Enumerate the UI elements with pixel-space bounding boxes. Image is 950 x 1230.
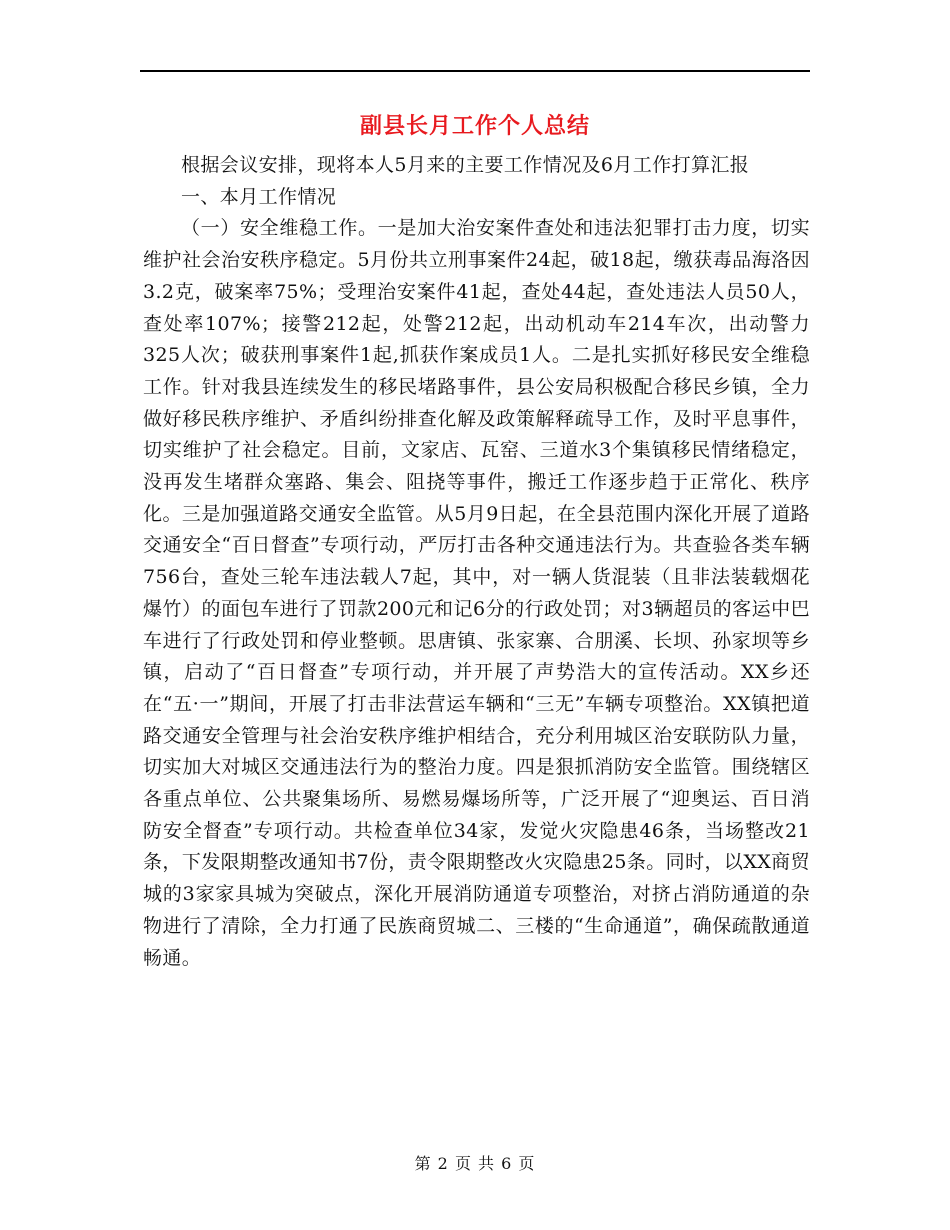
document-body: [143, 150, 810, 974]
document-title: 副县长月工作个人总结: [359, 113, 590, 139]
body-paragraph: （一）安全维稳工作。一是加大治安案件查处和违法犯罪打击力度，切实维护社会治安秩序稳定。5月份共立刑事案件24起，破18起，缴获毒品海洛因3.2克，破案率75%；受理治安案件41起，查处44起，查处违法人员50人，查处率107%；接警212起，处警212起，出动机动车214车次，出动警力325人次；破获刑事案件1起,抓获作案成员1人。二是扎实抓好移民安全维稳工作。针对我县连续发生的移民堵路事件，县公安局积极配合移民乡镇，全力做好移民秩序维护、矛盾纠纷排查化解及政策解释疏导工作，及时平息事件，切实维护了社会稳定。目前，文家店、瓦窑、三道水3个集镇移民情绪稳定，没再发生堵群众塞路、集会、阻挠等事件，搬迁工作逐步趋于正常化、秩序化。三是加强道路交通安全监管。从5月9日起，在全县范围内深化开展了道路交通安全“百日督查”专项行动，严厉打击各种交通违法行为。共查验各类车辆756台，查处三轮车违法载人7起，其中，对一辆人货混装（且非法装载烟花爆竹）的面包车进行了罚款200元和记6分的行政处罚；对3辆超员的客运中巴车进行了行政处罚和停业整顿。思唐镇、张家寨、合朋溪、长坝、孙家坝等乡镇，启动了“百日督查”专项行动，并开展了声势浩大的宣传活动。XX乡还在“五·一”期间，开展了打击非法营运车辆和“三无”车辆专项整治。XX镇把道路交通安全管理与社会治安秩序维护相结合，充分利用城区治安联防队力量，切实加大对城区交通违法行为的整治力度。四是狠抓消防安全监管。围绕辖区各重点单位、公共聚集场所、易燃易爆场所等，广泛开展了“迎奥运、百日消防安全督查”专项行动。共检查单位34家，发觉火灾隐患46条，当场整改21条，下发限期整改通知书7份，责令限期整改火灾隐患25条。同时，以XX商贸城的3家家具城为突破点，深化开展消防通道专项整治，对挤占消防通道的杂物进行了清除，全力打通了民族商贸城二、三楼的“生命通道”，确保疏散通道畅通。: [143, 217, 810, 969]
header-rule: [140, 70, 810, 72]
section-heading: 一、本月工作情况: [181, 185, 337, 208]
page-number-footer: 第 2 页 共 6 页: [414, 1154, 536, 1173]
intro-paragraph: 根据会议安排，现将本人5月来的主要工作情况及6月工作打算汇报: [181, 154, 750, 176]
